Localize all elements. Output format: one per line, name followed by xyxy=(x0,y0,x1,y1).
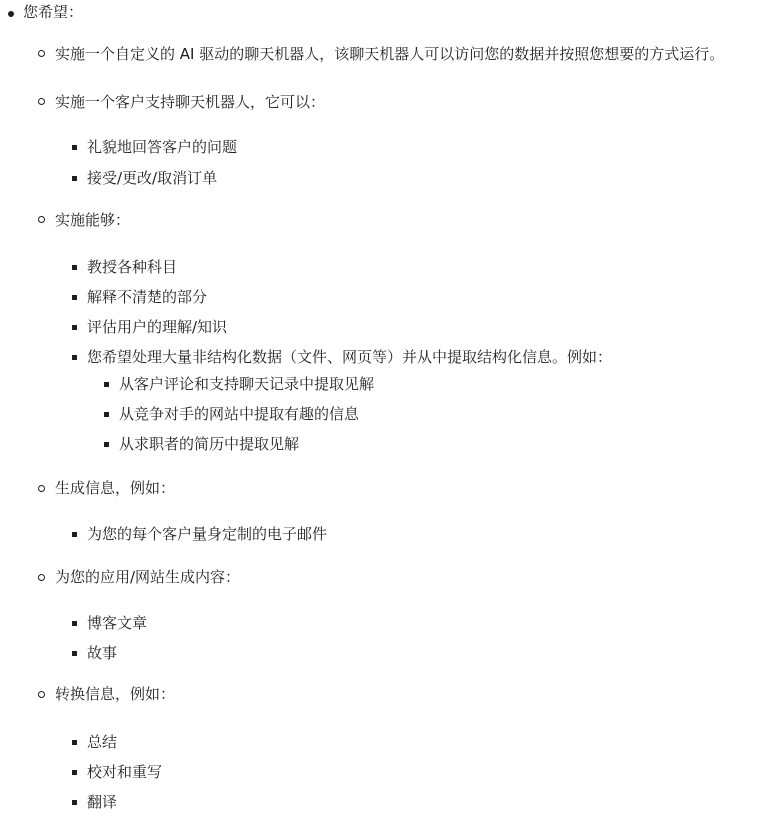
list-item: 从竞争对手的网站中提取有趣的信息 xyxy=(119,405,360,423)
bullet-square-icon xyxy=(72,325,77,330)
intro-text: 您希望： xyxy=(23,3,84,21)
list-item: 接受/更改/取消订单 xyxy=(87,169,218,187)
bullet-square-icon xyxy=(72,770,77,775)
bullet-square-icon xyxy=(72,265,77,270)
list-item: 博客文章 xyxy=(87,614,148,632)
bullet-circle-icon xyxy=(38,50,45,57)
list-item: 实施一个自定义的 AI 驱动的聊天机器人，该聊天机器人可以访问您的数据并按照您想要的方式运行。 xyxy=(55,45,725,63)
list-item: 校对和重写 xyxy=(87,763,163,781)
list-item: 实施能够： xyxy=(55,211,131,229)
bullet-square-icon xyxy=(104,382,109,387)
bullet-square-icon xyxy=(72,621,77,626)
bullet-square-icon xyxy=(72,532,77,537)
bullet-square-icon xyxy=(72,800,77,805)
bullet-square-icon xyxy=(104,442,109,447)
bullet-square-icon xyxy=(72,740,77,745)
bullet-disc-icon xyxy=(8,11,14,17)
bullet-square-icon xyxy=(72,355,77,360)
list-item: 实施一个客户支持聊天机器人，它可以： xyxy=(55,93,326,111)
bullet-square-icon xyxy=(72,176,77,181)
list-item: 解释不清楚的部分 xyxy=(87,288,208,306)
list-item: 生成信息，例如： xyxy=(55,479,176,497)
list-item: 转换信息，例如： xyxy=(55,685,176,703)
list-item: 翻译 xyxy=(87,793,118,811)
list-item: 为您的应用/网站生成内容： xyxy=(55,568,241,586)
bullet-square-icon xyxy=(72,295,77,300)
list-item: 礼貌地回答客户的问题 xyxy=(87,138,238,156)
list-item: 为您的每个客户量身定制的电子邮件 xyxy=(87,525,328,543)
bullet-circle-icon xyxy=(38,574,45,581)
bullet-circle-icon xyxy=(38,691,45,698)
bullet-circle-icon xyxy=(38,216,45,223)
list-item: 您希望处理大量非结构化数据（文件、网页等）并从中提取结构化信息。例如： xyxy=(87,348,613,366)
bullet-circle-icon xyxy=(38,98,45,105)
list-item: 教授各种科目 xyxy=(87,258,178,276)
list-item: 评估用户的理解/知识 xyxy=(87,318,228,336)
list-item: 从客户评论和支持聊天记录中提取见解 xyxy=(119,375,375,393)
bullet-circle-icon xyxy=(38,485,45,492)
list-item: 故事 xyxy=(87,644,118,662)
bullet-square-icon xyxy=(104,412,109,417)
bullet-square-icon xyxy=(72,651,77,656)
list-item: 从求职者的简历中提取见解 xyxy=(119,435,300,453)
list-item: 总结 xyxy=(87,733,118,751)
bullet-square-icon xyxy=(72,145,77,150)
